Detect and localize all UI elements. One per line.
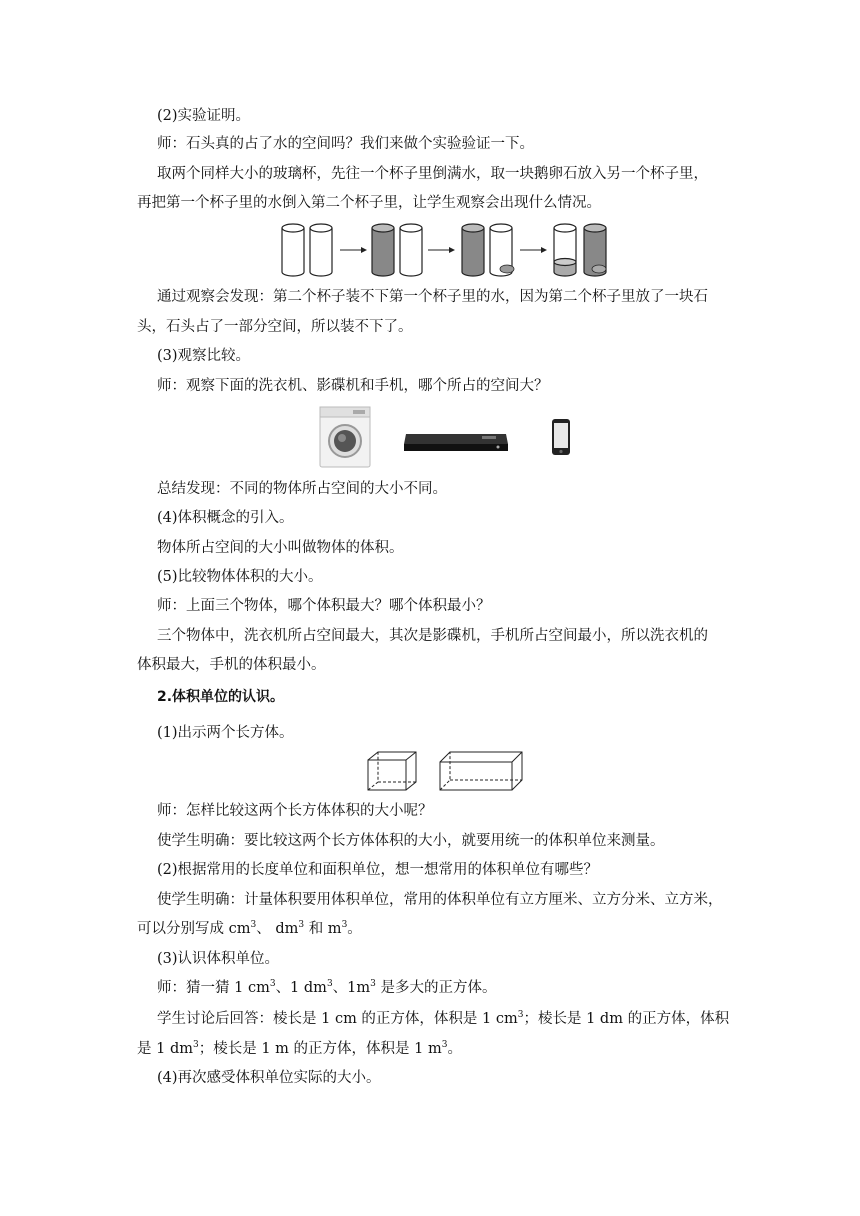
paragraph-guess-units: 师：猜一猜 1 $cm^3$、1 $dm^3$、$1m^3$ 是多大的正方体。 <box>157 979 497 996</box>
heading-know-units: (3)认识体积单位。 <box>157 951 280 967</box>
heading-common-units: (2)根据常用的长度单位和面积单位，想一想常用的体积单位有哪些？ <box>157 862 599 878</box>
paragraph-units-notation: 可以分别写成 $cm^3$、 $dm^3$ 和 $m^3$。 <box>137 920 362 937</box>
paragraph: 使学生明确：计量体积要用体积单位，常用的体积单位有立方厘米、立方分米、立方米， <box>157 892 723 908</box>
dvd-player-image <box>402 430 510 454</box>
paragraph: 师：石头真的占了水的空间吗？我们来做个实验验证一下。 <box>157 136 534 152</box>
paragraph: 取两个同样大小的玻璃杯，先往一个杯子里倒满水，取一块鹅卵石放入另一个杯子里， <box>157 166 708 182</box>
heading-experiment: (2)实验证明。 <box>157 108 251 124</box>
paragraph: 总结发现：不同的物体所占空间的大小不同。 <box>157 481 447 497</box>
heading-compare: (3)观察比较。 <box>157 348 251 364</box>
washing-machine-image <box>319 406 371 468</box>
paragraph: 头，石头占了一部分空间，所以装不下了。 <box>137 319 413 335</box>
paragraph: 使学生明确：要比较这两个长方体体积的大小，就要用统一的体积单位来测量。 <box>157 833 665 849</box>
heading-compare-volume: (5)比较物体体积的大小。 <box>157 569 323 585</box>
paragraph: 师：上面三个物体，哪个体积最大？哪个体积最小？ <box>157 598 491 614</box>
cups-experiment-figure <box>278 220 618 280</box>
paragraph: 体积最大，手机的体积最小。 <box>137 657 326 673</box>
heading-show-cuboids: (1)出示两个长方体。 <box>157 725 294 741</box>
heading-volume-concept: (4)体积概念的引入。 <box>157 510 294 526</box>
section-heading-volume-units: 2.体积单位的认识。 <box>157 689 285 705</box>
paragraph: 通过观察会发现：第二个杯子装不下第一个杯子里的水，因为第二个杯子里放了一块石 <box>157 289 708 305</box>
paragraph-answer: 学生讨论后回答：棱长是 1 cm 的正方体，体积是 1 $cm^3$；棱长是 1 dm 的正方体，体积 <box>157 1010 730 1027</box>
heading-feel-units: (4)再次感受体积单位实际的大小。 <box>157 1070 381 1086</box>
paragraph: 师：观察下面的洗衣机、影碟机和手机，哪个所占的空间大？ <box>157 378 549 394</box>
two-cuboids-figure <box>366 750 526 794</box>
paragraph: 再把第一个杯子里的水倒入第二个杯子里，让学生观察会出现什么情况。 <box>137 195 601 211</box>
paragraph: 物体所占空间的大小叫做物体的体积。 <box>157 540 404 556</box>
mobile-phone-image <box>551 418 571 456</box>
paragraph-answer-cont: 是 1 $dm^3$；棱长是 1 m 的正方体，体积是 1 $m^3$。 <box>137 1040 462 1057</box>
paragraph: 师：怎样比较这两个长方体体积的大小呢？ <box>157 803 433 819</box>
paragraph: 三个物体中，洗衣机所占空间最大，其次是影碟机，手机所占空间最小，所以洗衣机的 <box>157 628 708 644</box>
